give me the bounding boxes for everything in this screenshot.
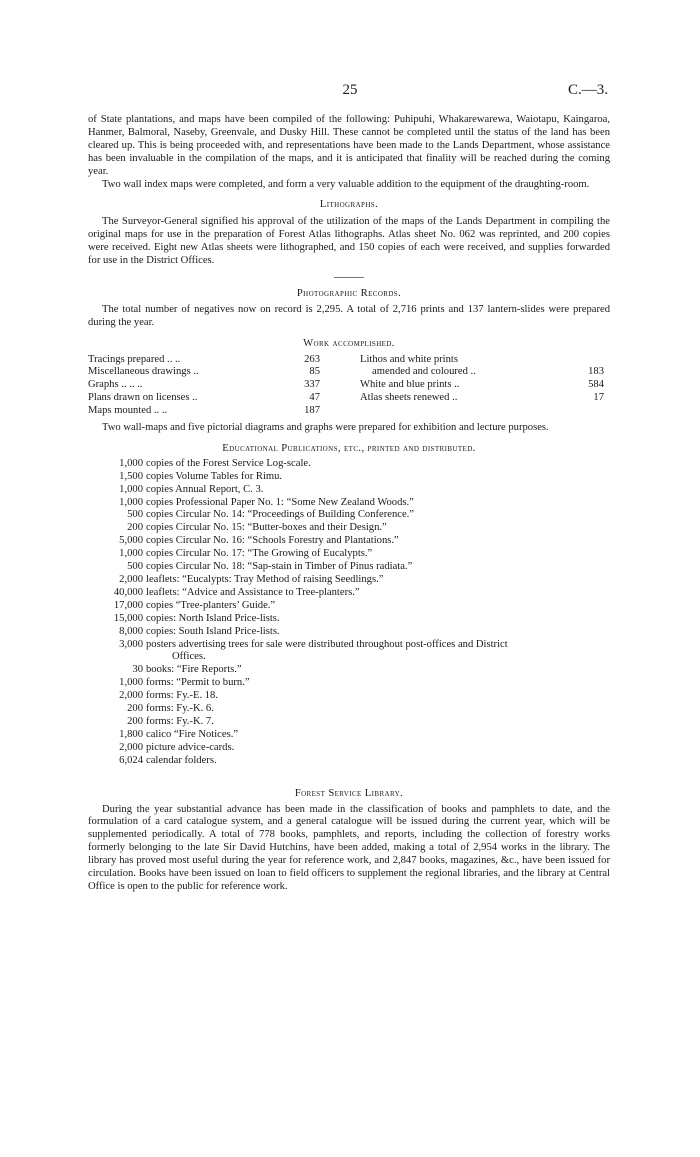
- photographic-heading: Photographic Records.: [296, 287, 402, 299]
- publication-quantity: 1,000: [119, 496, 143, 508]
- publication-text: Offices.: [172, 651, 206, 663]
- publication-quantity: 6,024: [119, 754, 143, 766]
- publication-quantity: 30: [132, 664, 143, 676]
- publication-item: [88, 729, 610, 742]
- publication-text: copies Circular No. 18: “Sap-stain in Timber of Pinus radiata.”: [146, 561, 413, 573]
- page-header: [0, 82, 700, 102]
- publication-quantity: 500: [127, 561, 143, 573]
- publications-list: [88, 458, 610, 768]
- work-heading: Work accomplished.: [303, 337, 395, 349]
- publication-text: calico “Fire Notices.”: [146, 728, 239, 740]
- publication-text: copies: South Island Price-lists.: [146, 625, 280, 637]
- document-reference: C.—3.: [567, 82, 608, 98]
- publication-text: copies Annual Report, C. 3.: [146, 483, 264, 495]
- page-body: [88, 114, 610, 894]
- publication-item: [88, 755, 610, 768]
- publication-quantity: 200: [127, 522, 143, 534]
- wall-maps-paragraph: Two wall index maps were completed, and form a very valuable addition to the equipment of the draughting-room.: [102, 178, 590, 190]
- publication-quantity: 17,000: [113, 599, 143, 611]
- work-row: Lithos and white prints: [360, 353, 458, 365]
- publication-quantity: 1,000: [119, 483, 143, 495]
- publication-item: [88, 574, 610, 587]
- work-row: Tracings prepared .. .. 263: [88, 353, 320, 365]
- publication-item: [88, 600, 610, 613]
- publication-quantity: 3,000: [119, 638, 143, 650]
- publication-text: posters advertising trees for sale were distributed throughout post-offices and District: [146, 638, 508, 650]
- work-row: Plans drawn on licenses .. 47: [88, 392, 320, 404]
- publication-quantity: 2,000: [119, 574, 143, 586]
- publication-text: books: “Fire Reports.”: [146, 664, 242, 676]
- lithographs-heading: Lithographs.: [319, 199, 379, 211]
- publication-item: [88, 613, 610, 626]
- page-number: 25: [342, 82, 358, 98]
- work-row: Graphs .. .. .. 337: [88, 379, 320, 391]
- publication-item: [88, 535, 610, 548]
- publication-item: [88, 703, 610, 716]
- publication-item: [88, 509, 610, 522]
- library-heading: Forest Service Library.: [294, 787, 404, 799]
- publication-quantity: 1,000: [119, 457, 143, 469]
- publication-quantity: 1,800: [119, 728, 143, 740]
- publication-item: [88, 690, 610, 703]
- publication-quantity: [88, 651, 146, 664]
- publication-item: [88, 587, 610, 600]
- publication-item: [88, 716, 610, 729]
- publication-quantity: 5,000: [119, 535, 143, 547]
- publication-text: copies: North Island Price-lists.: [146, 612, 280, 624]
- publication-item: [88, 548, 610, 561]
- publication-quantity: 8,000: [119, 625, 143, 637]
- library-paragraph: During the year substantial advance has been made in the classification of books and pamphlets to date, and the formulation of a card catalogue system, and a general catalogue will be issued during the current year, which will be supplemented periodically. A total of 778 books, pamphlets, and reports, including the collection of forestry works formerly belonging to the late Sir David Hutchins, have been added, making a total of 2,954 works in the library. The library has proved most useful during the year for reference work, and 2,847 books, magazines, &c., have been issued for circulation. Books have been issued on loan to field officers to supplement the regional libraries, and the library at Central Office is open to the public for reference work.: [88, 803, 610, 892]
- publication-item: [88, 497, 610, 510]
- work-row: White and blue prints .. 584: [360, 379, 604, 391]
- lithographs-paragraph: The Surveyor-General signified his approval of the utilization of the maps of the Lands Department in compiling the original maps for use in the preparation of Forest Atlas lithographs. Atlas sheet No. 062 was reprinted, and 200 copies were received. Eight new Atlas sheets were lithographed, and 150 copies of each were received, and supplies forwarded for use in the District Offices.: [88, 216, 610, 267]
- work-right-column: [360, 354, 604, 418]
- publication-text: leaflets: “Advice and Assistance to Tree-planters.”: [146, 586, 360, 598]
- publication-item: [88, 561, 610, 574]
- publication-text: forms: Fy.-E. 18.: [146, 690, 218, 702]
- publication-text: copies Circular No. 17: “The Growing of Eucalypts.”: [146, 548, 373, 560]
- work-row: Atlas sheets renewed .. 17: [360, 392, 604, 404]
- publication-text: copies Professional Paper No. 1: “Some New Zealand Woods.”: [146, 496, 414, 508]
- publication-item: [88, 471, 610, 484]
- publication-text: copies Circular No. 16: “Schools Forestry and Plantations.”: [146, 535, 399, 547]
- publication-item: [88, 458, 610, 471]
- publication-item: [88, 484, 610, 497]
- publication-text: copies Circular No. 14: “Proceedings of Building Conference.”: [146, 509, 415, 521]
- work-after-paragraph: Two wall-maps and five pictorial diagrams and graphs were prepared for exhibition and lecture purposes.: [102, 422, 549, 434]
- publication-text: forms: “Permit to burn.”: [146, 677, 250, 689]
- publication-text: copies “Tree-planters’ Guide.”: [146, 599, 276, 611]
- publication-text: copies of the Forest Service Log-scale.: [146, 457, 311, 469]
- work-row: Maps mounted .. .. 187: [88, 405, 320, 417]
- publication-item: [88, 742, 610, 755]
- work-row: amended and coloured .. 183: [372, 366, 604, 378]
- publication-quantity: 1,000: [119, 677, 143, 689]
- publication-text: forms: Fy.-K. 7.: [146, 715, 214, 727]
- photographic-paragraph: The total number of negatives now on record is 2,295. A total of 2,716 prints and 137 lantern-slides were prepared during the year.: [88, 303, 610, 328]
- publication-text: leaflets: “Eucalypts: Tray Method of raising Seedlings.”: [146, 574, 384, 586]
- publication-item: [88, 664, 610, 677]
- work-table: [88, 354, 610, 418]
- publication-item: [88, 522, 610, 535]
- publication-quantity: 200: [127, 715, 143, 727]
- section-divider: [334, 277, 364, 278]
- publication-item: [88, 626, 610, 639]
- publication-quantity: 2,000: [119, 741, 143, 753]
- publication-text: copies Circular No. 15: “Butter-boxes and their Design.”: [146, 522, 387, 534]
- publication-quantity: 500: [127, 509, 143, 521]
- publication-item: [88, 677, 610, 690]
- publication-quantity: 200: [127, 703, 143, 715]
- publication-text: picture advice-cards.: [146, 741, 235, 753]
- publication-quantity: 2,000: [119, 690, 143, 702]
- work-row: Miscellaneous drawings .. 85: [88, 366, 320, 378]
- publication-quantity: 40,000: [113, 586, 143, 598]
- publication-item: [88, 639, 610, 652]
- publication-item: [88, 651, 610, 664]
- publication-quantity: 15,000: [113, 612, 143, 624]
- intro-paragraph: of State plantations, and maps have been compiled of the following: Puhipuhi, Whakarewarewa, Waiotapu, Kaingaroa, Hanmer, Balmoral, Naseby, Greenvale, and Dusky Hill. These cannot be completed until the status of the land has been cleared up. This is being proceeded with, and representations have been made to the Lands Department, whose assistance has been invaluable in the compilation of the maps, and it is anticipated that finality will be reached during the coming year.: [88, 114, 610, 177]
- publication-quantity: 1,000: [119, 548, 143, 560]
- publication-text: forms: Fy.-K. 6.: [146, 703, 214, 715]
- publication-quantity: 1,500: [119, 470, 143, 482]
- work-left-column: [88, 354, 320, 418]
- publication-text: calendar folders.: [146, 754, 217, 766]
- educational-heading: Educational Publications, etc., printed and distributed.: [222, 442, 476, 454]
- publication-text: copies Volume Tables for Rimu.: [146, 470, 283, 482]
